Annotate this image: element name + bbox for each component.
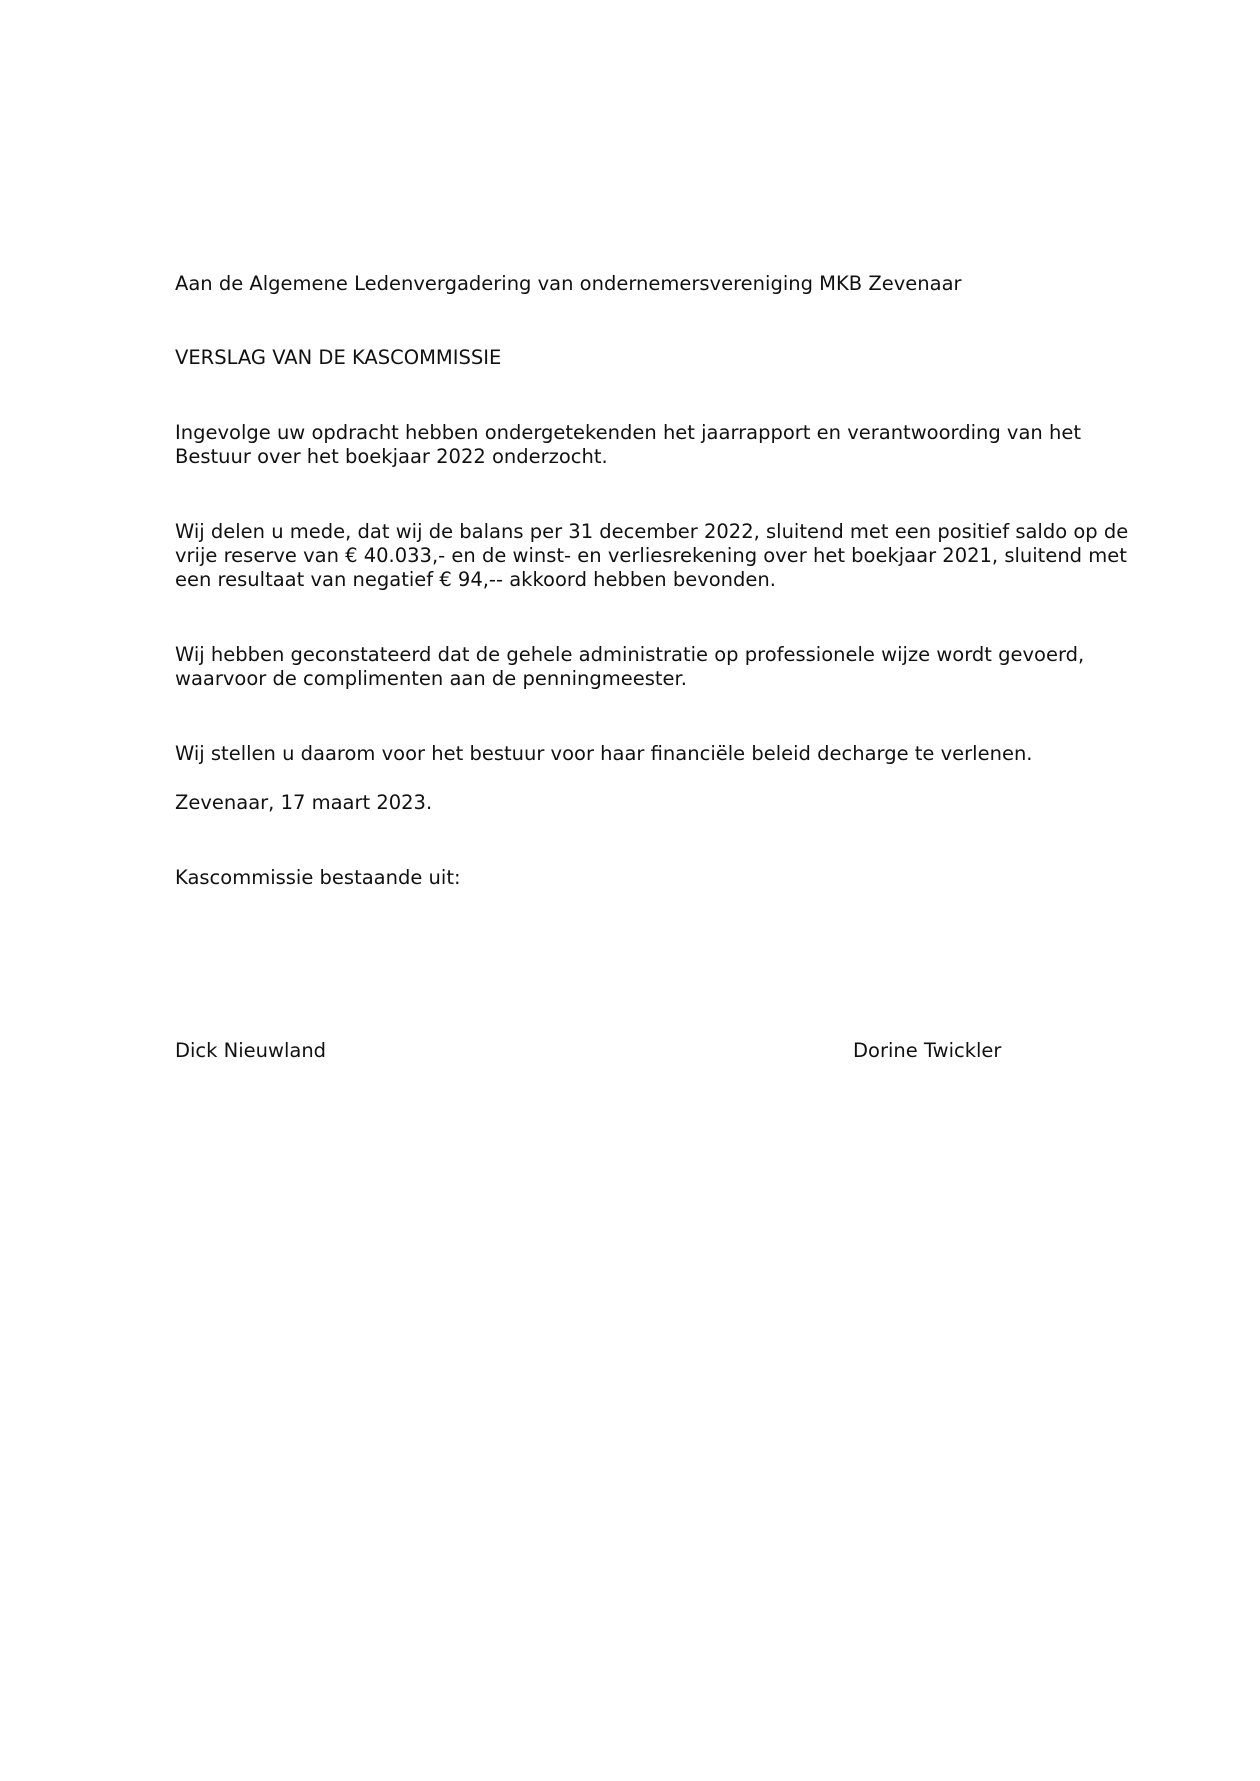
addressee: Aan de Algemene Ledenvergadering van ondernemersvereniging MKB Zevenaar bbox=[175, 272, 962, 295]
signer-name-1: Dick Nieuwland bbox=[175, 1039, 327, 1062]
paragraph-line: Wij delen u mede, dat wij de balans per 31 december 2022, sluitend met een positief saldo op de bbox=[175, 520, 1129, 543]
paragraph-administration bbox=[175, 643, 1135, 691]
committee-label: Kascommissie bestaande uit: bbox=[175, 866, 461, 889]
paragraph-findings bbox=[175, 520, 1135, 592]
paragraph-assignment bbox=[175, 421, 1135, 469]
place-date: Zevenaar, 17 maart 2023. bbox=[175, 791, 433, 814]
report-heading: VERSLAG VAN DE KASCOMMISSIE bbox=[175, 346, 502, 369]
paragraph-line: Ingevolge uw opdracht hebben ondergetekenden het jaarrapport en verantwoording van het bbox=[175, 421, 1081, 444]
signer-name-2: Dorine Twickler bbox=[853, 1039, 1002, 1062]
paragraph-line: Bestuur over het boekjaar 2022 onderzocht. bbox=[175, 445, 608, 468]
paragraph-line: waarvoor de complimenten aan de penningmeester. bbox=[175, 667, 687, 690]
paragraph-line: Wij hebben geconstateerd dat de gehele administratie op professionele wijze wordt gevoerd, bbox=[175, 643, 1085, 666]
paragraph-line: Wij stellen u daarom voor het bestuur voor haar financiële beleid decharge te verlenen. bbox=[175, 742, 1033, 765]
paragraph-line: een resultaat van negatief € 94,-- akkoord hebben bevonden. bbox=[175, 568, 776, 591]
paragraph-line: vrije reserve van € 40.033,- en de winst- en verliesrekening over het boekjaar 2021, sluitend met bbox=[175, 544, 1127, 567]
paragraph-discharge bbox=[175, 742, 1135, 766]
